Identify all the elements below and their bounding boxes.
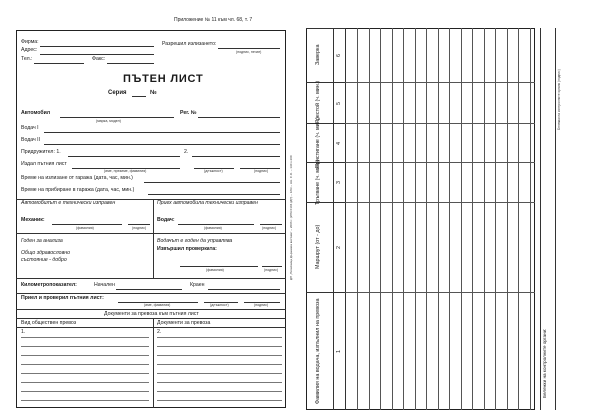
column-header-number: 6 <box>336 54 342 57</box>
docs-right-line[interactable] <box>157 346 282 347</box>
fit-left-3: състояние - добро <box>21 257 67 263</box>
grid-line <box>449 28 450 410</box>
right-print-note: Бележки на контролните органи (подпис) <box>557 69 561 130</box>
divider-checks-mid <box>153 199 154 278</box>
permit-label: Разрешил излизането: <box>162 41 217 47</box>
check-right-italic: Приех автомобила технически изправен <box>157 200 258 206</box>
mechanic-sub-sign: (подпис) <box>132 226 147 230</box>
right-page <box>300 0 591 418</box>
docs-right-line[interactable] <box>157 364 282 365</box>
remarks-label: Бележки на контролните органи: <box>542 328 547 398</box>
right-col-num-divider <box>345 28 346 410</box>
grid-line <box>518 28 519 410</box>
docs-left-num: 1. <box>21 329 26 335</box>
column-header-number: 2 <box>336 246 342 249</box>
form-title: ПЪТЕН ЛИСТ <box>123 73 204 85</box>
series-label: Серия <box>108 90 127 96</box>
header-row-divider <box>306 162 345 163</box>
address-label: Адрес: <box>21 47 38 53</box>
header-row-divider <box>306 123 345 124</box>
docs-left-line[interactable] <box>21 391 149 392</box>
driver-check-label: Водач: <box>157 217 175 223</box>
trailer-num-2: 2. <box>184 149 189 155</box>
docs-right-line[interactable] <box>157 400 282 401</box>
docs-right-num: 2. <box>157 329 162 335</box>
grid-row-line <box>345 82 535 83</box>
docs-right-line[interactable] <box>157 391 282 392</box>
accepted-sub-post: (длъжност) <box>210 303 229 307</box>
left-form-frame <box>16 30 286 408</box>
grid-line <box>403 28 404 410</box>
odometer-end-field[interactable] <box>208 289 280 290</box>
fit-left-1: Годен за анализа <box>21 238 63 244</box>
fax-field[interactable] <box>107 63 154 64</box>
series-field[interactable] <box>132 96 146 97</box>
number-label: № <box>150 90 157 96</box>
docs-left-line[interactable] <box>21 373 149 374</box>
driver2-label: Водач II <box>21 137 41 143</box>
grid-line <box>380 28 381 410</box>
header-row-divider <box>306 292 345 293</box>
grid-row-line <box>345 292 535 293</box>
divider-odometer-top <box>16 278 286 279</box>
header-row-divider <box>306 82 345 83</box>
fit-right-1: Водачът е годен да управлява <box>157 238 233 244</box>
driver-check-field-sign[interactable] <box>260 224 282 225</box>
inspector-field-sign[interactable] <box>262 266 282 267</box>
column-header-label: Маршрут (от - до) <box>315 224 321 270</box>
right-col-header-divider <box>333 28 334 410</box>
left-page <box>4 0 293 418</box>
issued-sub-sign: (подпис) <box>254 169 269 173</box>
phone-field[interactable] <box>34 63 84 64</box>
car-field[interactable] <box>60 117 174 118</box>
grid-row-line <box>345 123 535 124</box>
remarks-strip-right <box>555 28 556 410</box>
grid-line <box>472 28 473 410</box>
fit-right-2: Извършил проверката: <box>157 246 217 252</box>
grid-line <box>357 28 358 410</box>
firm-label: Фирма: <box>21 39 39 45</box>
odometer-start-field[interactable] <box>116 289 182 290</box>
header-row-divider <box>306 202 345 203</box>
divider-fitness-top <box>16 233 286 234</box>
docs-left-line[interactable] <box>21 337 149 338</box>
mechanic-field-family[interactable] <box>52 224 122 225</box>
trailer-field-1[interactable] <box>68 156 180 157</box>
divider-docs-header <box>16 318 286 319</box>
accepted-sub-name: (име, фамилия) <box>144 303 171 307</box>
issued-label: Издал пътния лист <box>21 161 67 167</box>
inspector-sub-family: (фамилия) <box>206 268 224 272</box>
departure-field[interactable] <box>144 182 280 183</box>
fit-left-2: Общо здравословно <box>21 250 71 256</box>
grid-line <box>426 28 427 410</box>
column-header-number: 1 <box>336 350 342 353</box>
phone-label: Тел.: <box>21 56 33 62</box>
reg-field[interactable] <box>198 117 280 118</box>
odometer-start-label: Начален <box>94 282 115 288</box>
divider-docs-cols <box>16 327 286 328</box>
docs-header: Документи за превоза към пътния лист <box>104 311 199 317</box>
mechanic-field-sign[interactable] <box>128 224 150 225</box>
grid-line <box>369 28 370 410</box>
grid-line <box>530 28 531 410</box>
driver2-field[interactable] <box>44 144 280 145</box>
column-header-number: 4 <box>336 141 342 145</box>
grid-row-line <box>345 202 535 203</box>
docs-left-line[interactable] <box>21 400 149 401</box>
left-print-note: ДП „Печатница Държавен вестник“ – 2006 г. (ИПК 0104 (ДП) – 1/03 – НН. С.О. – 130 x 200 <box>289 155 293 280</box>
mechanic-label: Механик: <box>21 217 45 223</box>
departure-label: Време на излизане от гаража (дата, час, мин.) <box>21 175 133 181</box>
divider-docs-top <box>16 309 286 310</box>
docs-left-line[interactable] <box>21 355 149 356</box>
permit-sub: (подпис, печат) <box>236 50 262 54</box>
grid-line <box>392 28 393 410</box>
driver-check-sub-family: (фамилия) <box>204 226 222 230</box>
issued-sub-post: (длъжност) <box>204 169 223 173</box>
odometer-label: Километропоказател: <box>21 282 77 288</box>
divider-accepted-top <box>16 293 286 294</box>
divider-docs-mid <box>153 318 154 408</box>
grid-line <box>461 28 462 410</box>
column-header-label: Тръгване (ч. мин.) <box>315 159 321 205</box>
odometer-end-label: Краен <box>190 282 205 288</box>
docs-left-line[interactable] <box>21 364 149 365</box>
column-header-label: Заверка <box>315 44 321 66</box>
inspector-field-family[interactable] <box>180 266 258 267</box>
permit-field[interactable] <box>218 48 280 49</box>
driver1-field[interactable] <box>44 132 280 133</box>
car-sub: (марка, модел) <box>96 119 121 123</box>
docs-left-line[interactable] <box>21 346 149 347</box>
address-field[interactable] <box>40 54 154 55</box>
remarks-strip-left <box>540 28 541 410</box>
grid-row-line <box>345 162 535 163</box>
grid-line <box>438 28 439 410</box>
grid-line <box>507 28 508 410</box>
driver-check-field-family[interactable] <box>178 224 254 225</box>
docs-right-line[interactable] <box>157 355 282 356</box>
docs-right-line[interactable] <box>157 337 282 338</box>
reg-label: Рег. № <box>180 110 197 116</box>
docs-right-line[interactable] <box>157 382 282 383</box>
check-left-italic: Автомобилът е технически изправен <box>21 200 116 206</box>
accepted-sub-sign: (подпис) <box>254 303 269 307</box>
fax-label: Факс: <box>92 56 106 62</box>
docs-left-line[interactable] <box>21 382 149 383</box>
annex-reference: Приложение № 11 към чл. 68, т. 7 <box>174 17 253 23</box>
firm-field[interactable] <box>40 46 154 47</box>
mechanic-sub-family: (фамилия) <box>76 226 94 230</box>
arrival-field[interactable] <box>148 194 280 195</box>
header-row-divider <box>306 28 345 29</box>
inspector-sub-sign: (подпис) <box>264 268 279 272</box>
column-header-label: Фамилия на водача, изпълнил на превоза <box>315 298 321 404</box>
docs-right-line[interactable] <box>157 373 282 374</box>
driver-check-sub-sign: (подпис) <box>262 226 277 230</box>
trailer-field-2[interactable] <box>192 156 280 157</box>
grid-line <box>484 28 485 410</box>
accepted-label: Приел и проверил пътния лист: <box>21 295 104 301</box>
column-header-number: 3 <box>336 181 342 184</box>
issued-sub-name: (име, презиме, фамилия) <box>104 169 147 173</box>
driver1-label: Водач I <box>21 125 39 131</box>
column-header-label: Престой (ч. мин.) <box>315 80 321 125</box>
docs-col-left: Вид обществен превоз <box>21 320 77 326</box>
column-header-label: Пристигане (ч. мин.) <box>315 117 321 168</box>
car-label: Автомобил <box>21 110 51 116</box>
trailer-label: Придружител: 1. <box>21 149 61 155</box>
grid-line <box>495 28 496 410</box>
grid-line <box>415 28 416 410</box>
arrival-label: Време на прибиране в гаража (дата, час, мин.) <box>21 187 135 193</box>
column-header-number: 5 <box>336 101 342 105</box>
docs-col-right: Документи за превоза <box>157 320 211 326</box>
